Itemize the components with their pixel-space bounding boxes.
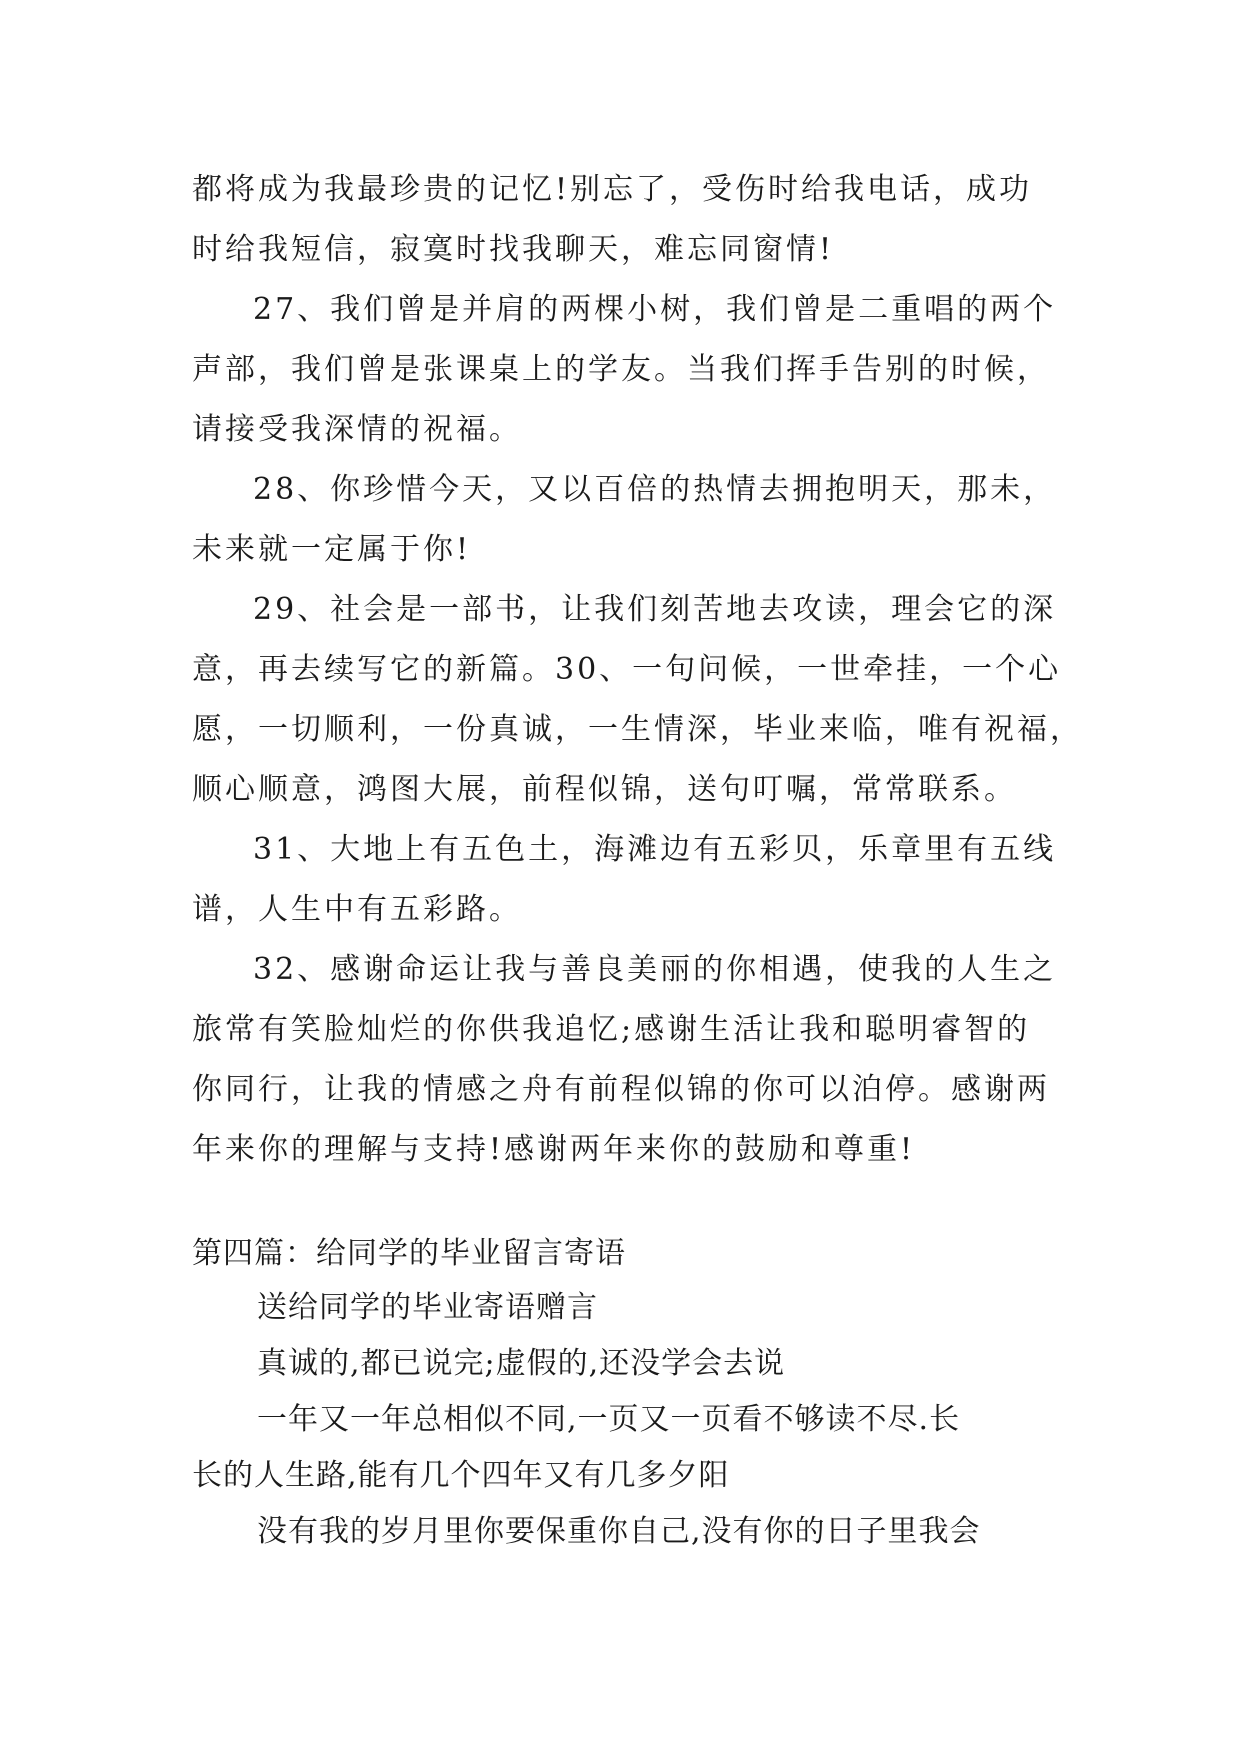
paragraph-29-line: 意，再去续写它的新篇。30、一句问候，一世牵挂，一个心 xyxy=(192,652,1062,687)
section-line: 真诚的,都已说完;虚假的,还没学会去说 xyxy=(257,1346,786,1381)
paragraph-27-line: 27、我们曾是并肩的两棵小树，我们曾是二重唱的两个 xyxy=(253,292,1057,327)
section-subtitle: 送给同学的毕业寄语赠言 xyxy=(257,1290,598,1325)
body-line: 时给我短信，寂寞时找我聊天，难忘同窗情! xyxy=(192,232,835,267)
paragraph-28-line: 未来就一定属于你! xyxy=(192,532,472,567)
document-page xyxy=(192,160,1083,1560)
paragraph-29-line: 愿，一切顺利，一份真诚，一生情深，毕业来临，唯有祝福， xyxy=(192,712,1083,747)
section-spacer xyxy=(192,1180,1052,1228)
section-line: 一年又一年总相似不同,一页又一页看不够读不尽.长 xyxy=(257,1402,961,1437)
paragraph-31-line: 谱，人生中有五彩路。 xyxy=(192,892,522,927)
section-line: 没有我的岁月里你要保重你自己,没有你的日子里我会 xyxy=(257,1514,981,1549)
section-title: 第四篇：给同学的毕业留言寄语 xyxy=(192,1236,626,1271)
paragraph-27-line: 请接受我深情的祝福。 xyxy=(192,412,522,447)
paragraph-32-line: 旅常有笑脸灿烂的你供我追忆;感谢生活让我和聪明睿智的 xyxy=(192,1012,1031,1047)
section-line: 长的人生路,能有几个四年又有几多夕阳 xyxy=(192,1458,730,1493)
paragraph-32-line: 你同行，让我的情感之舟有前程似锦的你可以泊停。感谢两 xyxy=(192,1072,1050,1107)
paragraph-32-line: 32、感谢命运让我与善良美丽的你相遇，使我的人生之 xyxy=(253,952,1057,987)
paragraph-28-line: 28、你珍惜今天，又以百倍的热情去拥抱明天，那未， xyxy=(253,472,1057,507)
paragraph-27-line: 声部，我们曾是张课桌上的学友。当我们挥手告别的时候， xyxy=(192,352,1050,387)
paragraph-29-line: 29、社会是一部书，让我们刻苦地去攻读，理会它的深 xyxy=(253,592,1057,627)
paragraph-31-line: 31、大地上有五色土，海滩边有五彩贝，乐章里有五线 xyxy=(253,832,1057,867)
paragraph-32-line: 年来你的理解与支持!感谢两年来你的鼓励和尊重! xyxy=(192,1132,916,1167)
body-line: 都将成为我最珍贵的记忆!别忘了，受伤时给我电话，成功 xyxy=(192,172,1033,207)
paragraph-29-line: 顺心顺意，鸿图大展，前程似锦，送句叮嘱，常常联系。 xyxy=(192,772,1017,807)
